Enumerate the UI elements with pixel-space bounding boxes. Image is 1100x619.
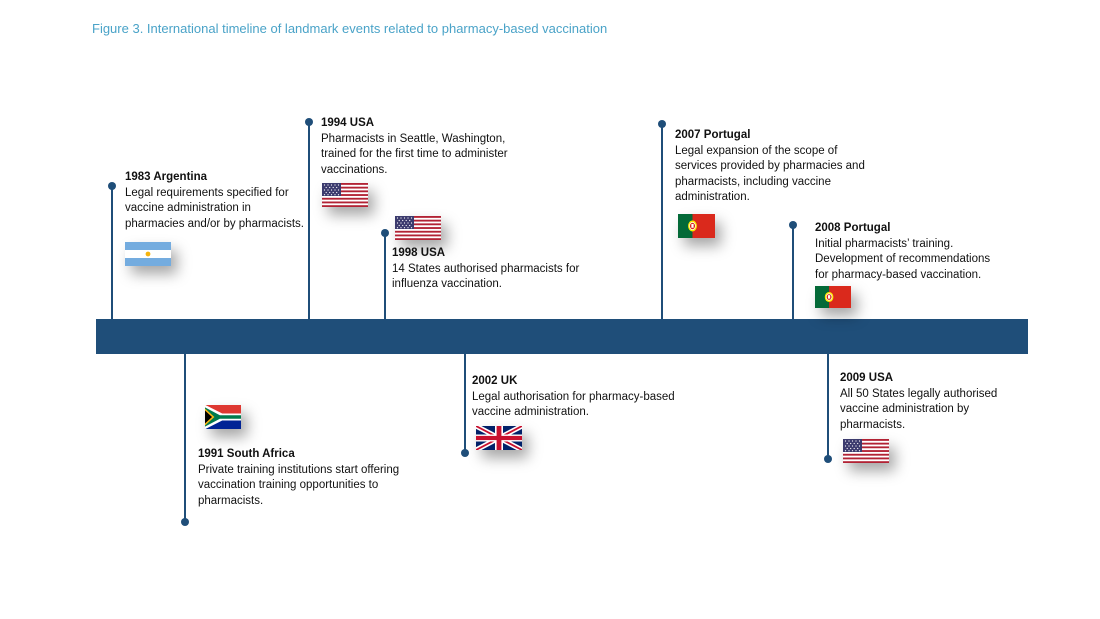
event-2002-uk — [472, 374, 675, 421]
event-year: 1983 Argentina — [125, 171, 208, 183]
usa-flag-icon — [843, 439, 889, 463]
usa-flag-icon — [395, 216, 441, 240]
event-year: 2002 UK — [472, 375, 518, 387]
timeline-stem-2009 — [827, 354, 829, 458]
event-1998-usa — [392, 246, 579, 293]
timeline-dot-1994 — [305, 118, 313, 126]
portugal-flag-icon — [815, 286, 851, 308]
event-description: Private training institutions start offering vaccination training opportunities to pharmacists. — [198, 463, 400, 507]
event-description: All 50 States legally authorised vaccine administration by pharmacists. — [840, 387, 998, 431]
argentina-flag-icon — [125, 242, 171, 266]
event-1983-argentina — [125, 170, 304, 232]
uk-flag-icon — [476, 426, 522, 450]
timeline-stem-1998 — [384, 236, 386, 319]
timeline-dot-2008 — [789, 221, 797, 229]
timeline-dot-1991 — [181, 518, 189, 526]
event-year: 1998 USA — [392, 247, 446, 259]
timeline-dot-1983 — [108, 182, 116, 190]
event-description: Legal requirements specified for vaccine administration in pharmacies and/or by pharmacists. — [125, 186, 304, 230]
event-1991-south-africa — [198, 447, 399, 509]
event-1994-usa — [321, 116, 508, 178]
event-year: 1994 USA — [321, 117, 375, 129]
event-2008-portugal — [815, 221, 990, 283]
timeline-stem-1983 — [111, 186, 113, 319]
timeline-stem-1994 — [308, 125, 310, 319]
timeline-stem-2002 — [464, 354, 466, 454]
event-year: 2008 Portugal — [815, 222, 891, 234]
timeline-dot-2002 — [461, 449, 469, 457]
timeline-stem-2008 — [792, 228, 794, 319]
timeline-bar — [96, 319, 1028, 354]
event-year: 2009 USA — [840, 372, 894, 384]
timeline-stem-2007 — [661, 127, 663, 319]
usa-flag-icon — [322, 183, 368, 207]
event-description: Initial pharmacists’ training. Development of recommendations for pharmacy-based vaccination. — [815, 237, 991, 281]
portugal-flag-icon — [678, 214, 715, 238]
event-year: 1991 South Africa — [198, 448, 295, 460]
event-2009-usa — [840, 371, 997, 433]
timeline-dot-2009 — [824, 455, 832, 463]
timeline-dot-1998 — [381, 229, 389, 237]
timeline-dot-2007 — [658, 120, 666, 128]
figure-title: Figure 3. International timeline of landmark events related to pharmacy-based vaccination — [92, 21, 608, 36]
event-description: 14 States authorised pharmacists for influenza vaccination. — [392, 262, 580, 290]
event-year: 2007 Portugal — [675, 129, 751, 141]
event-description: Legal authorisation for pharmacy-based vaccine administration. — [472, 390, 675, 418]
event-description: Pharmacists in Seattle, Washington, trained for the first time to administer vaccinations. — [321, 132, 508, 176]
timeline-stem-1991 — [184, 354, 186, 522]
event-description: Legal expansion of the scope of services provided by pharmacies and pharmacists, including vaccine administration. — [675, 144, 865, 203]
event-2007-portugal — [675, 128, 865, 206]
south-africa-flag-icon — [205, 405, 241, 429]
